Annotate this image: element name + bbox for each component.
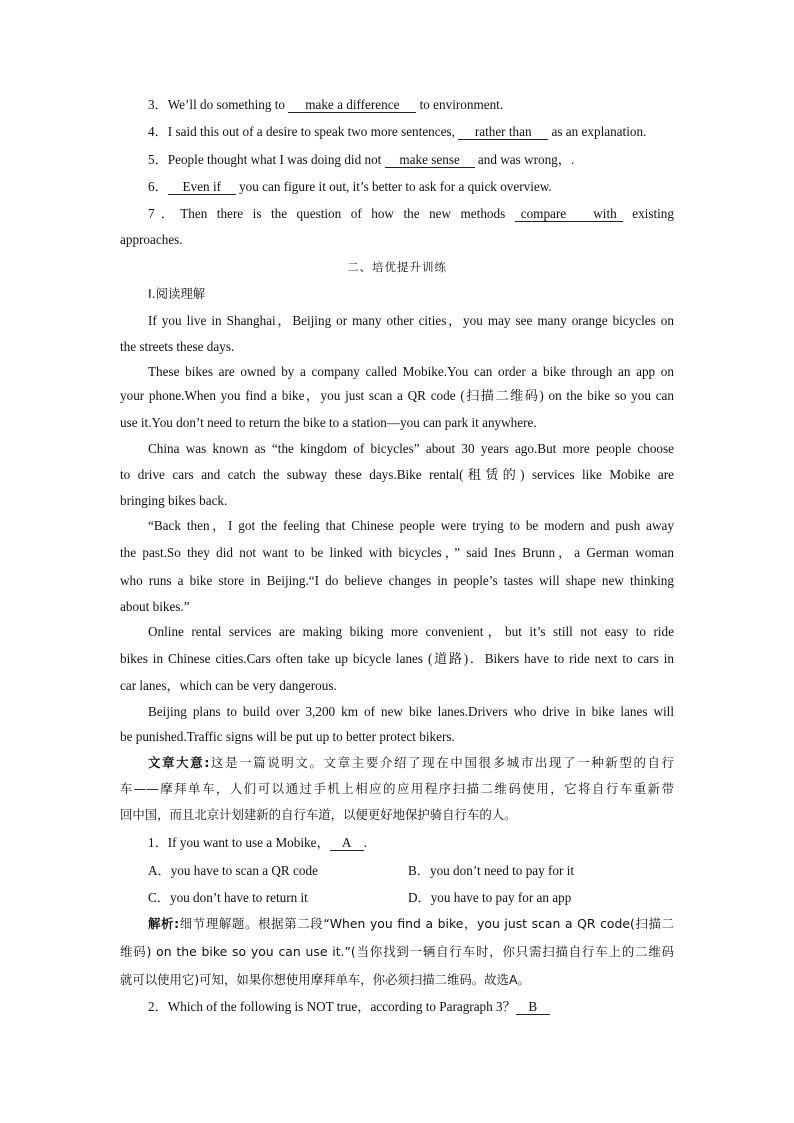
question-text: existing xyxy=(622,206,674,221)
question-text: 3．We’ll do something to xyxy=(148,97,289,112)
answer-blank: compare with xyxy=(515,206,623,222)
question-1 xyxy=(148,833,674,853)
passage-line: use it.You don’t need to return the bike to a station—you can park it anywhere. xyxy=(120,415,537,430)
question-text: 5．People thought what I was doing did not xyxy=(148,152,385,167)
summary-text: 这是一篇说明文。文章主要介绍了现在中国很多城市出现了一种新型的自行 xyxy=(209,755,674,770)
question-stem: 1．If you want to use a Mobike， xyxy=(148,835,330,850)
passage-line: be punished.Traffic signs will be put up to better protect bikers. xyxy=(120,729,455,744)
passage-line: China was known as “the kingdom of bicycles” about 30 years ago.But more people choose xyxy=(148,441,674,456)
fill-in-question-5 xyxy=(148,150,674,170)
passage-line: who runs a bike store in Beijing.“I do believe changes in people’s tastes will shape new thinking xyxy=(120,573,674,588)
passage-line: to drive cars and catch the subway these days.Bike rental(租赁的) services like Mobike are xyxy=(120,467,674,482)
question-text: 4．I said this out of a desire to speak two more sentences, xyxy=(148,124,459,139)
summary-label: 文章大意: xyxy=(148,755,210,770)
question-end: . xyxy=(363,835,367,850)
question-text: as an explanation. xyxy=(548,124,647,139)
option-row xyxy=(148,888,674,908)
option-c: C．you don’t have to return it xyxy=(148,890,308,905)
passage-line: Beijing plans to build over 3,200 km of new bike lanes.Drivers who drive in bike lanes will xyxy=(148,704,674,719)
analysis-line: 维码) on the bike so you can use it.”(当你找到一辆自行车时，你只需扫描自行车上的二维码 xyxy=(120,944,674,959)
passage-line: These bikes are owned by a company called Mobike.You can order a bike through an app on xyxy=(148,364,674,379)
question-2 xyxy=(148,997,674,1017)
answer-blank: make a difference xyxy=(288,97,416,113)
analysis-line: 就可以使用它)可知，如果你想使用摩拜单车，你必须扫描二维码。故选A。 xyxy=(120,972,530,987)
passage-line: the past.So they did not want to be linked with bicycles，” said Ines Brunn，a German woman xyxy=(120,545,674,560)
question-text: and was wrong，. xyxy=(474,152,575,167)
answer-blank: rather than xyxy=(458,124,548,140)
summary-line xyxy=(148,753,674,773)
question-text: 6． xyxy=(148,179,168,194)
fill-in-question-7-continued: approaches. xyxy=(120,232,183,247)
reading-title: Ⅰ.阅读理解 xyxy=(148,286,206,301)
analysis-label: 解析: xyxy=(148,916,180,931)
question-text: you can figure it out, it’s better to ask for a quick overview. xyxy=(235,179,552,194)
passage-line: car lanes，which can be very dangerous. xyxy=(120,678,337,693)
passage-line: your phone.When you find a bike，you just scan a QR code (扫描二维码) on the bike so you can xyxy=(120,388,674,403)
answer-blank: B xyxy=(516,999,550,1015)
analysis-text: 细节理解题。根据第二段“When you find a bike，you just scan a QR code(扫描二 xyxy=(179,916,674,931)
option-b: B．you don’t need to pay for it xyxy=(408,863,575,878)
fill-in-question-7 xyxy=(148,204,674,224)
fill-in-question-4 xyxy=(148,122,674,142)
answer-blank: make sense xyxy=(385,152,475,168)
question-text: to environment. xyxy=(416,97,504,112)
fill-in-question-3 xyxy=(148,95,674,115)
fill-in-question-6 xyxy=(148,177,674,197)
summary-line: 车——摩拜单车，人们可以通过手机上相应的应用程序扫描二维码使用，它将自行车重新带 xyxy=(120,781,674,796)
answer-blank: A xyxy=(330,835,364,851)
passage-line: “Back then，I got the feeling that Chinese people were trying to be modern and push away xyxy=(148,518,674,533)
section-heading: 二、培优提升训练 xyxy=(347,260,447,274)
answer-blank: Even if xyxy=(168,179,236,195)
option-a: A．you have to scan a QR code xyxy=(148,863,318,878)
question-text: 7．Then there is the question of how the new methods xyxy=(148,206,515,221)
summary-line: 回中国，而且北京计划建新的自行车道，以便更好地保护骑自行车的人。 xyxy=(120,807,517,822)
option-row xyxy=(148,861,674,881)
option-d: D．you have to pay for an app xyxy=(408,890,572,905)
passage-line: bikes in Chinese cities.Cars often take up bicycle lanes (道路)．Bikers have to ride next to cars in xyxy=(120,651,674,666)
passage-line: Online rental services are making biking more convenient，but it’s still not easy to ride xyxy=(148,624,674,639)
passage-line: the streets these days. xyxy=(120,339,235,354)
passage-line: If you live in Shanghai，Beijing or many other cities，you may see many orange bicycles on xyxy=(148,313,674,328)
passage-line: about bikes.” xyxy=(120,599,190,614)
analysis-line xyxy=(148,914,674,934)
passage-line: bringing bikes back. xyxy=(120,493,228,508)
question-stem: 2．Which of the following is NOT true，according to Paragraph 3？ xyxy=(148,999,516,1014)
